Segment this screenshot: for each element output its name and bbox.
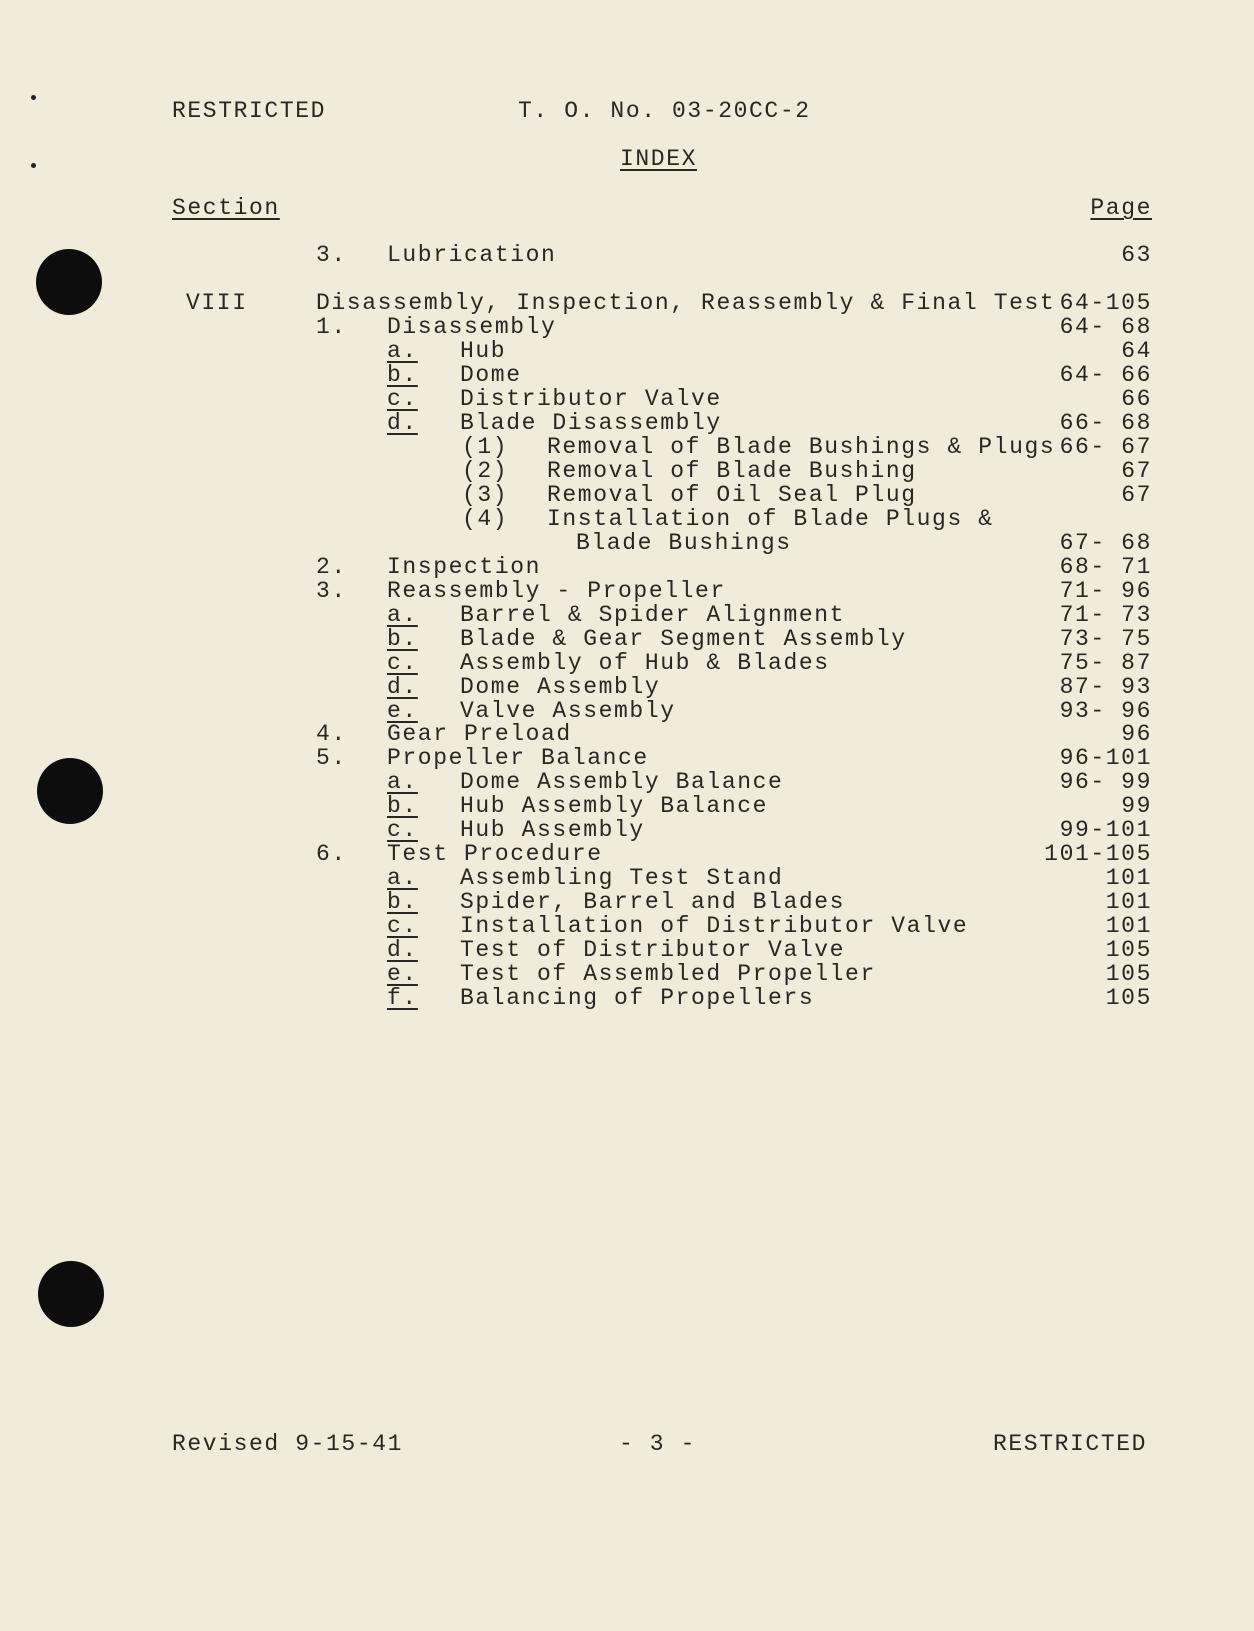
subitem-letter: a. <box>387 338 418 364</box>
header-restricted: RESTRICTED <box>172 98 327 124</box>
entry-title: Valve Assembly <box>460 698 676 724</box>
entry-page: 101 <box>1105 865 1152 891</box>
footer-revised: Revised 9-15-41 <box>172 1431 404 1457</box>
item-number: 6. <box>316 841 347 867</box>
subitem-letter: c. <box>387 913 418 939</box>
subitem-letter: a. <box>387 769 418 795</box>
entry-title: Barrel & Spider Alignment <box>460 602 846 628</box>
entry-page: 96 <box>1121 721 1152 747</box>
punch-hole-middle <box>37 758 103 824</box>
entry-title: Installation of Blade Plugs & <box>547 506 994 532</box>
entry-page: 64- 68 <box>1059 314 1152 340</box>
item-number: 3. <box>316 242 347 268</box>
section-number: VIII <box>186 290 248 316</box>
entry-title: Hub <box>460 338 507 364</box>
footer-restricted: RESTRICTED <box>993 1431 1148 1457</box>
entry-title: Test Procedure <box>387 841 603 867</box>
entry-page: 105 <box>1105 937 1152 963</box>
subitem-letter: b. <box>387 626 418 652</box>
subitem-letter: d. <box>387 674 418 700</box>
entry-title: Dome Assembly <box>460 674 661 700</box>
entry-page: 71- 96 <box>1059 578 1152 604</box>
entry-page: 101-105 <box>1044 841 1152 867</box>
subsubitem-number: (3) <box>462 482 509 508</box>
entry-title: Removal of Blade Bushings & Plugs <box>547 434 1056 460</box>
entry-title: Balancing of Propellers <box>460 985 815 1011</box>
subitem-letter: a. <box>387 602 418 628</box>
entry-title: Disassembly, Inspection, Reassembly & Final Test <box>316 290 1056 316</box>
entry-page: 67 <box>1121 482 1152 508</box>
subitem-letter: d. <box>387 410 418 436</box>
entry-title: Spider, Barrel and Blades <box>460 889 846 915</box>
item-number: 5. <box>316 745 347 771</box>
entry-title: Assembling Test Stand <box>460 865 784 891</box>
header-document-number: T. O. No. 03-20CC-2 <box>518 98 811 124</box>
index-title: INDEX <box>620 146 698 172</box>
entry-title: Test of Assembled Propeller <box>460 961 876 987</box>
entry-page: 75- 87 <box>1059 650 1152 676</box>
subsubitem-number: (4) <box>462 506 509 532</box>
entry-page: 64 <box>1121 338 1152 364</box>
entry-page: 99 <box>1121 793 1152 819</box>
entry-title: Test of Distributor Valve <box>460 937 846 963</box>
subitem-letter: c. <box>387 650 418 676</box>
entry-page: 71- 73 <box>1059 602 1152 628</box>
subitem-letter: d. <box>387 937 418 963</box>
entry-page: 93- 96 <box>1059 698 1152 724</box>
speck-mark <box>31 95 36 100</box>
column-header-page: Page <box>1090 195 1152 221</box>
entry-page: 66- 68 <box>1059 410 1152 436</box>
entry-title: Dome <box>460 362 522 388</box>
entry-title: Hub Assembly <box>460 817 645 843</box>
entry-page: 66- 67 <box>1059 434 1152 460</box>
entry-page: 64-105 <box>1059 290 1152 316</box>
entry-page: 105 <box>1105 985 1152 1011</box>
subitem-letter: a. <box>387 865 418 891</box>
subitem-letter: b. <box>387 362 418 388</box>
entry-page: 66 <box>1121 386 1152 412</box>
subitem-letter: c. <box>387 817 418 843</box>
entry-page: 96-101 <box>1059 745 1152 771</box>
entry-title: Distributor Valve <box>460 386 722 412</box>
entry-title: Propeller Balance <box>387 745 649 771</box>
subitem-letter: f. <box>387 985 418 1011</box>
item-number: 3. <box>316 578 347 604</box>
entry-title: Hub Assembly Balance <box>460 793 769 819</box>
punch-hole-top <box>36 249 102 315</box>
subsubitem-number: (1) <box>462 434 509 460</box>
entry-title: Reassembly - Propeller <box>387 578 726 604</box>
entry-title: Lubrication <box>387 242 557 268</box>
subitem-letter: c. <box>387 386 418 412</box>
punch-hole-bottom <box>38 1261 104 1327</box>
entry-page: 99-101 <box>1059 817 1152 843</box>
entry-page: 67- 68 <box>1059 530 1152 556</box>
subitem-letter: b. <box>387 793 418 819</box>
column-header-section: Section <box>172 195 280 221</box>
subsubitem-number: (2) <box>462 458 509 484</box>
item-number: 2. <box>316 554 347 580</box>
entry-title: Blade & Gear Segment Assembly <box>460 626 907 652</box>
entry-page: 63 <box>1121 242 1152 268</box>
subitem-letter: b. <box>387 889 418 915</box>
entry-page: 105 <box>1105 961 1152 987</box>
entry-title: Blade Disassembly <box>460 410 722 436</box>
entry-page: 87- 93 <box>1059 674 1152 700</box>
footer-page-number: - 3 - <box>619 1431 697 1457</box>
entry-title: Removal of Blade Bushing <box>547 458 917 484</box>
entry-page: 67 <box>1121 458 1152 484</box>
item-number: 1. <box>316 314 347 340</box>
entry-title: Removal of Oil Seal Plug <box>547 482 917 508</box>
entry-title: Blade Bushings <box>576 530 792 556</box>
entry-page: 64- 66 <box>1059 362 1152 388</box>
subitem-letter: e. <box>387 698 418 724</box>
entry-page: 96- 99 <box>1059 769 1152 795</box>
subitem-letter: e. <box>387 961 418 987</box>
entry-page: 68- 71 <box>1059 554 1152 580</box>
item-number: 4. <box>316 721 347 747</box>
entry-title: Dome Assembly Balance <box>460 769 784 795</box>
entry-title: Installation of Distributor Valve <box>460 913 969 939</box>
entry-page: 73- 75 <box>1059 626 1152 652</box>
entry-title: Inspection <box>387 554 542 580</box>
entry-title: Gear Preload <box>387 721 572 747</box>
entry-title: Disassembly <box>387 314 557 340</box>
entry-page: 101 <box>1105 913 1152 939</box>
speck-mark <box>31 163 36 168</box>
entry-title: Assembly of Hub & Blades <box>460 650 830 676</box>
entry-page: 101 <box>1105 889 1152 915</box>
